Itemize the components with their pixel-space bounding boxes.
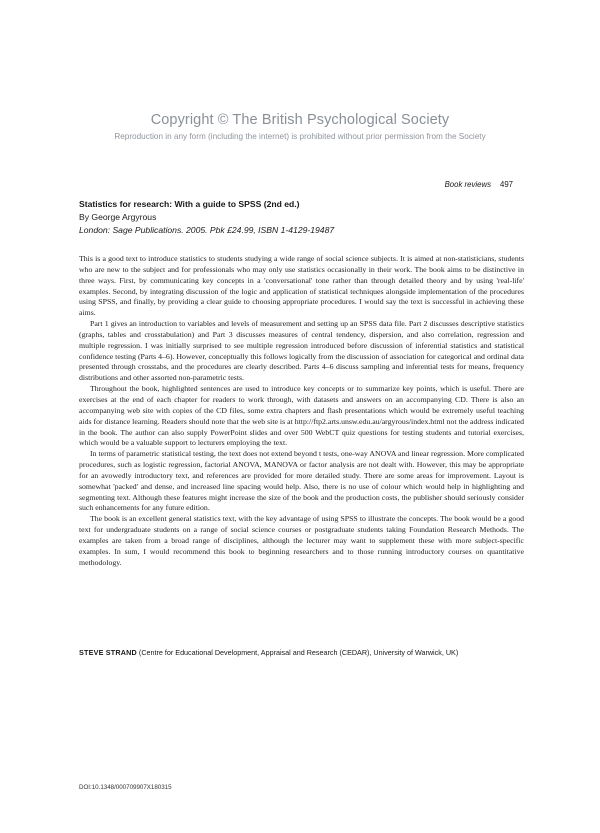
review-body bbox=[79, 254, 524, 568]
review-paragraph: This is a good text to introduce statistics to students studying a wide range of social science subjects. It is aimed at non-statisticians, students who are new to the subject and for professionals who may only use statistics occasionally in their work. The book aims to be distinctive in three ways. First, by communicating key concepts in a 'conversational' tone rather than through detailed theory and by using 'real-life' examples. Second, by integrating discussion of the logic and application of statistical techniques alongside implementation of the procedures using SPSS, and finally, by providing a clear guide to choosing appropriate procedures. I would say the text is successful in achieving these aims. bbox=[79, 254, 524, 318]
reviewer-name: STEVE STRAND bbox=[79, 648, 137, 657]
copyright-notice: Reproduction in any form (including the internet) is prohibited without prior permission from the Society bbox=[114, 132, 486, 141]
running-head bbox=[445, 180, 513, 189]
book-publication: London: Sage Publications. 2005. Pbk £24.99, ISBN 1-4129-19487 bbox=[79, 225, 335, 235]
page-number: 497 bbox=[499, 180, 513, 189]
book-header bbox=[79, 198, 529, 237]
copyright-banner bbox=[0, 112, 600, 141]
copyright-title: Copyright © The British Psychological Society bbox=[150, 112, 450, 128]
review-paragraph: Throughout the book, highlighted sentences are used to introduce key concepts or to summarize key points, which is useful. There are exercises at the end of each chapter for readers to work through, with datasets and answers on an accompanying CD. There is also an accompanying web site with copies of the CD files, some extra chapters and flash presentations which would be extremely useful teaching aids for distance learning. Readers should note that the web site is at http://ftp2.arts.unsw.edu.au/argyrous/index.html not the address indicated in the book. The author can also supply PowerPoint slides and over 500 WebCT quiz questions for testing students and tutorial exercises, which would be a valuable support to lecturers employing the text. bbox=[79, 384, 524, 448]
review-paragraph: In terms of parametric statistical testing, the text does not extend beyond t tests, one-way ANOVA and linear regression. More complicated procedures, such as logistic regression, factorial ANOVA, MANOVA or factor analysis are not dealt with. However, this may be appropriate for an avowedly introductory text, and references are provided for more detailed study. There are some areas for improvement. Layout is somewhat 'packed' and dense, and increased line spacing would help. Also, there is no use of colour which would help in highlighting and segmenting text. Although these features might increase the size of the book and the production costs, the publisher should seriously consider such enhancements for any future edition. bbox=[79, 449, 524, 513]
running-head-section: Book reviews bbox=[444, 180, 491, 189]
reviewer bbox=[79, 648, 519, 659]
reviewer-affiliation: (Centre for Educational Development, Appraisal and Research (CEDAR), University of Warwick, UK) bbox=[138, 648, 459, 657]
review-paragraph: Part 1 gives an introduction to variables and levels of measurement and setting up an SPSS data file. Part 2 discusses descriptive statistics (graphs, tables and crosstabulation) and Part 3 discusses measures of central tendency, dispersion, and also correlation, regression and multiple regression. I was initially surprised to see multiple regression introduced before discussion of inferential statistics and statistical confidence testing (Parts 4–6). However, conceptually this follows logically from the discussion of association for categorical and ordinal data presented through crosstabs, and the procedures are clearly described. Parts 4–6 discuss sampling and inferential tests for means, frequency distributions and other assorted non-parametric tests. bbox=[79, 319, 524, 383]
book-author: By George Argyrous bbox=[79, 212, 157, 222]
book-title: Statistics for research: With a guide to SPSS (2nd ed.) bbox=[79, 199, 300, 209]
doi: DOI:10.1348/000709907X180315 bbox=[79, 784, 172, 791]
review-paragraph: The book is an excellent general statistics text, with the key advantage of using SPSS to illustrate the concepts. The book would be a good text for undergraduate students on a range of social science courses or postgraduate students taking Foundation Research Methods. The examples are taken from a broad range of disciplines, although the lecturer may want to supplement these with more subject-specific examples. In sum, I would recommend this book to beginning researchers and to those running introductory courses on quantitative methodology. bbox=[79, 514, 524, 567]
